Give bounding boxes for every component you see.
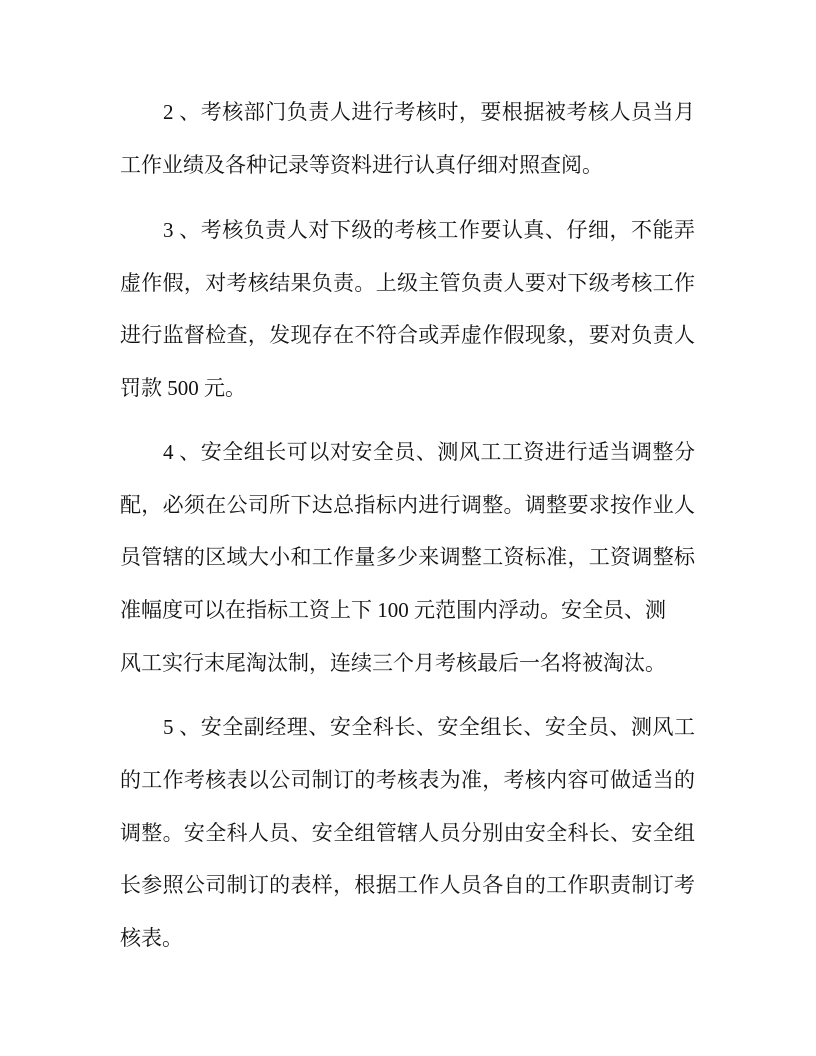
text-line: 5 、安全副经理、安全科长、安全组长、安全员、测风工: [163, 715, 695, 739]
text-line: 罚款 500 元。: [120, 376, 246, 400]
text-line: 4 、安全组长可以对安全员、测风工工资进行适当调整分: [163, 440, 695, 464]
text-line: 3 、考核负责人对下级的考核工作要认真、仔细，不能弄: [163, 218, 695, 242]
text-line: 虚作假，对考核结果负责。上级主管负责人要对下级考核工作: [120, 271, 695, 295]
text-line: 2 、考核部门负责人进行考核时，要根据被考核人员当月: [163, 100, 695, 124]
text-line: 长参照公司制订的表样，根据工作人员各自的工作职责制订考: [120, 873, 695, 897]
text-line: 核表。: [120, 926, 183, 950]
text-line: 进行监督检查，发现存在不符合或弄虚作假现象，要对负责人: [120, 323, 695, 347]
text-line: 配，必须在公司所下达总指标内进行调整。调整要求按作业人: [120, 493, 695, 517]
text-line: 工作业绩及各种记录等资料进行认真仔细对照查阅。: [120, 153, 603, 177]
text-line: 调整。安全科人员、安全组管辖人员分别由安全科长、安全组: [120, 821, 695, 845]
text-line: 准幅度可以在指标工资上下 100 元范围内浮动。安全员、测: [120, 598, 666, 622]
text-line: 员管辖的区域大小和工作量多少来调整工资标准，工资调整标: [120, 545, 695, 569]
text-line: 风工实行末尾淘汰制，连续三个月考核最后一名将被淘汰。: [120, 651, 666, 675]
text-line: 的工作考核表以公司制订的考核表为准，考核内容可做适当的: [120, 768, 695, 792]
